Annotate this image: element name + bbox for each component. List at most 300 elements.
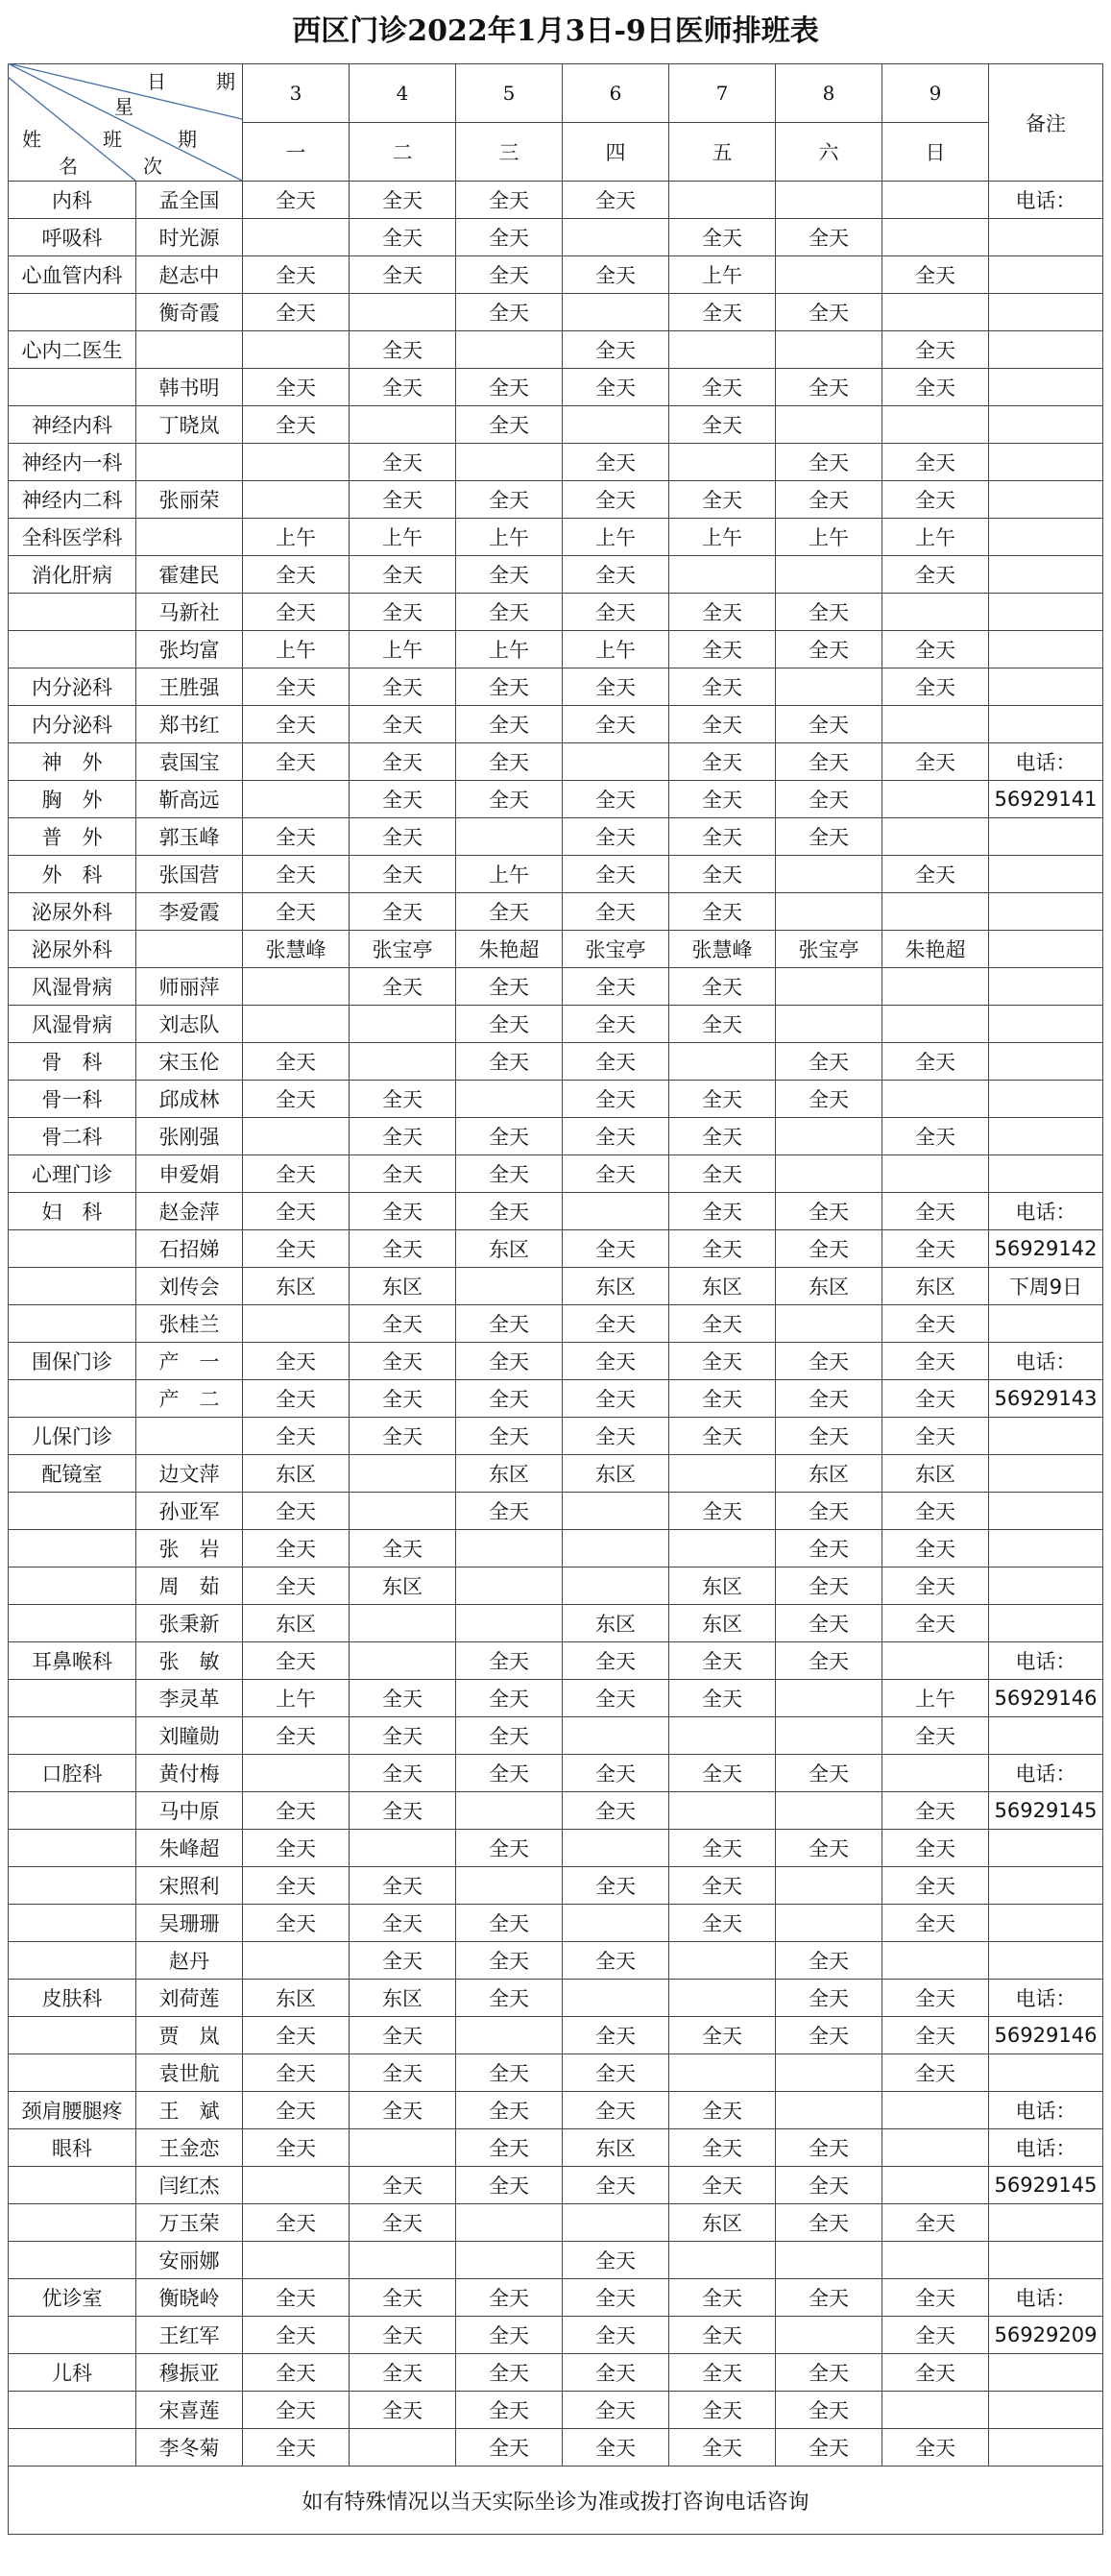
shift-cell: 全天 xyxy=(563,594,669,631)
shift-cell: 全天 xyxy=(776,481,882,519)
shift-cell xyxy=(669,1530,776,1567)
shift-cell xyxy=(776,1006,882,1043)
shift-cell: 全天 xyxy=(563,893,669,931)
department-cell xyxy=(9,1867,136,1905)
shift-cell: 全天 xyxy=(669,968,776,1006)
note-cell xyxy=(989,856,1103,893)
doctor-name-cell: 衡奇霞 xyxy=(136,294,243,331)
table-row xyxy=(9,1605,1103,1642)
corner-label: 期 xyxy=(216,70,235,93)
shift-cell: 全天 xyxy=(350,556,456,594)
shift-cell xyxy=(882,1081,989,1118)
table-row xyxy=(9,1905,1103,1942)
shift-cell: 全天 xyxy=(563,2392,669,2429)
shift-cell: 全天 xyxy=(350,2354,456,2392)
table-row xyxy=(9,706,1103,743)
shift-cell: 全天 xyxy=(456,1642,563,1680)
shift-cell xyxy=(350,294,456,331)
shift-cell xyxy=(456,331,563,369)
shift-cell: 全天 xyxy=(243,1043,350,1081)
department-cell: 颈肩腰腿疼 xyxy=(9,2092,136,2129)
note-cell: 56929146 xyxy=(989,2017,1103,2054)
note-cell: 56929145 xyxy=(989,2167,1103,2204)
doctor-name-cell: 周 茹 xyxy=(136,1567,243,1605)
date-cell: 3 xyxy=(243,64,350,123)
note-cell xyxy=(989,556,1103,594)
shift-cell: 东区 xyxy=(243,1980,350,2017)
doctor-name-cell: 李灵革 xyxy=(136,1680,243,1717)
weekday-cell: 四 xyxy=(563,123,669,182)
shift-cell: 全天 xyxy=(243,556,350,594)
shift-cell: 全天 xyxy=(882,1380,989,1418)
note-cell: 电话： xyxy=(989,1193,1103,1230)
shift-cell: 全天 xyxy=(776,594,882,631)
shift-cell: 全天 xyxy=(350,1380,456,1418)
date-cell: 6 xyxy=(563,64,669,123)
shift-cell: 全天 xyxy=(882,1493,989,1530)
shift-cell: 全天 xyxy=(456,256,563,294)
shift-cell: 全天 xyxy=(882,1717,989,1755)
shift-cell: 全天 xyxy=(669,856,776,893)
table-row xyxy=(9,1230,1103,1268)
shift-cell xyxy=(669,1717,776,1755)
department-cell xyxy=(9,2429,136,2467)
shift-cell: 全天 xyxy=(243,2204,350,2242)
shift-cell: 全天 xyxy=(243,1493,350,1530)
shift-cell: 全天 xyxy=(350,2392,456,2429)
shift-cell xyxy=(882,1642,989,1680)
shift-cell xyxy=(456,2017,563,2054)
table-row xyxy=(9,444,1103,481)
footer-note: 如有特殊情况以当天实际坐诊为准或拨打咨询电话咨询 xyxy=(9,2467,1103,2535)
shift-cell: 上午 xyxy=(456,631,563,668)
shift-cell: 全天 xyxy=(669,369,776,406)
shift-cell: 全天 xyxy=(882,856,989,893)
note-header-cell: 备注 xyxy=(989,64,1103,182)
shift-cell: 上午 xyxy=(776,519,882,556)
schedule-table xyxy=(8,63,1103,2535)
shift-cell: 全天 xyxy=(776,1418,882,1455)
shift-cell: 全天 xyxy=(243,1905,350,1942)
shift-cell: 全天 xyxy=(243,2317,350,2354)
shift-cell: 全天 xyxy=(776,1380,882,1418)
table-row xyxy=(9,1792,1103,1830)
shift-cell: 朱艳超 xyxy=(456,931,563,968)
shift-cell: 上午 xyxy=(882,519,989,556)
doctor-name-cell: 张丽荣 xyxy=(136,481,243,519)
date-cell: 8 xyxy=(776,64,882,123)
shift-cell xyxy=(243,1118,350,1155)
table-row xyxy=(9,668,1103,706)
department-cell xyxy=(9,1530,136,1567)
shift-cell: 全天 xyxy=(456,781,563,818)
weekday-cell: 三 xyxy=(456,123,563,182)
table-row xyxy=(9,1493,1103,1530)
shift-cell: 全天 xyxy=(882,1118,989,1155)
shift-cell: 全天 xyxy=(456,1905,563,1942)
note-cell xyxy=(989,2204,1103,2242)
shift-cell: 朱艳超 xyxy=(882,931,989,968)
shift-cell xyxy=(776,2054,882,2092)
department-cell xyxy=(9,294,136,331)
shift-cell: 全天 xyxy=(456,2429,563,2467)
shift-cell: 全天 xyxy=(563,1792,669,1830)
shift-cell: 全天 xyxy=(456,2279,563,2317)
note-cell xyxy=(989,1905,1103,1942)
department-cell: 神经内科 xyxy=(9,406,136,444)
shift-cell: 全天 xyxy=(776,631,882,668)
shift-cell: 全天 xyxy=(350,256,456,294)
note-cell xyxy=(989,2354,1103,2392)
note-cell xyxy=(989,706,1103,743)
department-cell xyxy=(9,1493,136,1530)
shift-cell: 全天 xyxy=(243,1830,350,1867)
note-cell: 电话： xyxy=(989,2129,1103,2167)
note-cell: 下周9日 xyxy=(989,1268,1103,1305)
shift-cell: 全天 xyxy=(669,2167,776,2204)
shift-cell: 全天 xyxy=(456,1717,563,1755)
shift-cell: 全天 xyxy=(563,481,669,519)
shift-cell: 全天 xyxy=(776,1567,882,1605)
shift-cell: 全天 xyxy=(243,1230,350,1268)
shift-cell: 全天 xyxy=(350,444,456,481)
table-row xyxy=(9,594,1103,631)
shift-cell: 全天 xyxy=(350,594,456,631)
shift-cell: 全天 xyxy=(669,1680,776,1717)
shift-cell xyxy=(243,1305,350,1343)
doctor-name-cell: 刘志队 xyxy=(136,1006,243,1043)
table-row xyxy=(9,1380,1103,1418)
shift-cell: 全天 xyxy=(243,1193,350,1230)
shift-cell: 全天 xyxy=(243,1343,350,1380)
doctor-name-cell: 黄付梅 xyxy=(136,1755,243,1792)
table-row xyxy=(9,2242,1103,2279)
shift-cell: 全天 xyxy=(563,1942,669,1980)
shift-cell: 全天 xyxy=(882,1530,989,1567)
table-row xyxy=(9,331,1103,369)
date-cell: 5 xyxy=(456,64,563,123)
shift-cell: 全天 xyxy=(456,743,563,781)
note-cell: 56929141 xyxy=(989,781,1103,818)
weekday-cell: 日 xyxy=(882,123,989,182)
department-cell: 口腔科 xyxy=(9,1755,136,1792)
table-row xyxy=(9,1305,1103,1343)
shift-cell: 东区 xyxy=(563,1605,669,1642)
shift-cell: 全天 xyxy=(350,2054,456,2092)
note-cell xyxy=(989,294,1103,331)
shift-cell: 全天 xyxy=(350,668,456,706)
shift-cell: 全天 xyxy=(456,1680,563,1717)
shift-cell: 全天 xyxy=(563,182,669,219)
shift-cell: 东区 xyxy=(243,1605,350,1642)
note-cell: 电话： xyxy=(989,743,1103,781)
shift-cell: 全天 xyxy=(563,2429,669,2467)
department-cell: 内分泌科 xyxy=(9,668,136,706)
department-cell: 儿科 xyxy=(9,2354,136,2392)
department-cell: 呼吸科 xyxy=(9,219,136,256)
shift-cell: 全天 xyxy=(456,2054,563,2092)
shift-cell xyxy=(882,182,989,219)
shift-cell: 全天 xyxy=(776,1230,882,1268)
weekday-cell: 六 xyxy=(776,123,882,182)
shift-cell: 全天 xyxy=(669,1305,776,1343)
doctor-name-cell xyxy=(136,444,243,481)
note-cell xyxy=(989,1305,1103,1343)
shift-cell: 全天 xyxy=(669,219,776,256)
department-cell: 内科 xyxy=(9,182,136,219)
department-cell: 外 科 xyxy=(9,856,136,893)
shift-cell: 全天 xyxy=(350,1680,456,1717)
doctor-name-cell xyxy=(136,931,243,968)
department-cell: 风湿骨病 xyxy=(9,968,136,1006)
shift-cell: 全天 xyxy=(350,743,456,781)
shift-cell: 全天 xyxy=(456,968,563,1006)
doctor-name-cell: 郑书红 xyxy=(136,706,243,743)
shift-cell: 全天 xyxy=(563,1043,669,1081)
shift-cell: 全天 xyxy=(243,1717,350,1755)
shift-cell: 全天 xyxy=(669,631,776,668)
shift-cell: 全天 xyxy=(776,219,882,256)
shift-cell: 全天 xyxy=(882,444,989,481)
shift-cell: 东区 xyxy=(669,1268,776,1305)
department-cell: 内分泌科 xyxy=(9,706,136,743)
shift-cell: 全天 xyxy=(243,256,350,294)
shift-cell: 全天 xyxy=(456,893,563,931)
shift-cell: 全天 xyxy=(350,219,456,256)
shift-cell: 全天 xyxy=(350,1867,456,1905)
shift-cell: 全天 xyxy=(882,1830,989,1867)
shift-cell xyxy=(882,893,989,931)
department-cell xyxy=(9,1717,136,1755)
shift-cell: 全天 xyxy=(776,1530,882,1567)
note-cell xyxy=(989,1605,1103,1642)
doctor-name-cell: 孙亚军 xyxy=(136,1493,243,1530)
shift-cell: 全天 xyxy=(563,668,669,706)
note-cell xyxy=(989,2429,1103,2467)
note-cell xyxy=(989,481,1103,519)
department-cell xyxy=(9,1680,136,1717)
note-cell xyxy=(989,1942,1103,1980)
shift-cell xyxy=(243,331,350,369)
shift-cell: 东区 xyxy=(456,1455,563,1493)
note-cell: 电话： xyxy=(989,1343,1103,1380)
shift-cell xyxy=(563,1493,669,1530)
doctor-name-cell: 时光源 xyxy=(136,219,243,256)
shift-cell: 全天 xyxy=(776,2167,882,2204)
shift-cell xyxy=(776,1118,882,1155)
shift-cell xyxy=(776,1155,882,1193)
shift-cell xyxy=(350,2129,456,2167)
shift-cell: 全天 xyxy=(456,668,563,706)
shift-cell: 全天 xyxy=(669,406,776,444)
table-row xyxy=(9,1830,1103,1867)
shift-cell: 上午 xyxy=(350,631,456,668)
shift-cell: 全天 xyxy=(669,706,776,743)
department-cell: 配镜室 xyxy=(9,1455,136,1493)
doctor-name-cell: 产 二 xyxy=(136,1380,243,1418)
shift-cell xyxy=(243,219,350,256)
shift-cell xyxy=(776,331,882,369)
shift-cell: 全天 xyxy=(563,2017,669,2054)
table-row xyxy=(9,2392,1103,2429)
shift-cell xyxy=(456,818,563,856)
shift-cell: 东区 xyxy=(563,2129,669,2167)
shift-cell: 东区 xyxy=(243,1455,350,1493)
table-row xyxy=(9,968,1103,1006)
shift-cell: 全天 xyxy=(776,706,882,743)
shift-cell: 全天 xyxy=(563,256,669,294)
table-row xyxy=(9,1118,1103,1155)
note-cell: 电话： xyxy=(989,1755,1103,1792)
shift-cell xyxy=(882,2392,989,2429)
shift-cell: 上午 xyxy=(456,519,563,556)
shift-cell: 全天 xyxy=(456,556,563,594)
shift-cell: 全天 xyxy=(456,1380,563,1418)
note-cell xyxy=(989,1830,1103,1867)
table-row xyxy=(9,1193,1103,1230)
shift-cell: 全天 xyxy=(882,2429,989,2467)
shift-cell xyxy=(243,781,350,818)
shift-cell: 全天 xyxy=(776,294,882,331)
note-cell xyxy=(989,256,1103,294)
shift-cell: 全天 xyxy=(776,743,882,781)
table-row xyxy=(9,1867,1103,1905)
shift-cell: 全天 xyxy=(563,1006,669,1043)
shift-cell: 上午 xyxy=(563,519,669,556)
shift-cell: 全天 xyxy=(563,556,669,594)
shift-cell xyxy=(882,1755,989,1792)
shift-cell: 全天 xyxy=(350,2204,456,2242)
shift-cell: 全天 xyxy=(776,1493,882,1530)
table-row xyxy=(9,1268,1103,1305)
shift-cell: 全天 xyxy=(350,2167,456,2204)
table-row xyxy=(9,1942,1103,1980)
note-cell xyxy=(989,1455,1103,1493)
shift-cell: 全天 xyxy=(243,2429,350,2467)
shift-cell: 全天 xyxy=(456,1193,563,1230)
shift-cell xyxy=(669,1455,776,1493)
note-cell xyxy=(989,2392,1103,2429)
doctor-name-cell: 赵志中 xyxy=(136,256,243,294)
doctor-name-cell: 张刚强 xyxy=(136,1118,243,1155)
note-cell xyxy=(989,1118,1103,1155)
department-cell: 优诊室 xyxy=(9,2279,136,2317)
shift-cell: 全天 xyxy=(563,1680,669,1717)
doctor-name-cell: 吴珊珊 xyxy=(136,1905,243,1942)
shift-cell xyxy=(776,668,882,706)
shift-cell xyxy=(456,1530,563,1567)
shift-cell xyxy=(350,1642,456,1680)
shift-cell: 全天 xyxy=(243,2092,350,2129)
shift-cell xyxy=(350,1605,456,1642)
doctor-name-cell: 李爱霞 xyxy=(136,893,243,931)
department-cell: 皮肤科 xyxy=(9,1980,136,2017)
shift-cell: 全天 xyxy=(563,1642,669,1680)
shift-cell: 全天 xyxy=(776,1980,882,2017)
shift-cell: 上午 xyxy=(243,631,350,668)
doctor-name-cell: 衡晓岭 xyxy=(136,2279,243,2317)
shift-cell: 全天 xyxy=(776,369,882,406)
department-cell xyxy=(9,631,136,668)
note-cell: 电话： xyxy=(989,2092,1103,2129)
shift-cell xyxy=(243,2167,350,2204)
table-row xyxy=(9,1755,1103,1792)
note-cell xyxy=(989,1418,1103,1455)
shift-cell: 全天 xyxy=(563,706,669,743)
shift-cell: 东区 xyxy=(350,1268,456,1305)
shift-cell xyxy=(456,1867,563,1905)
department-cell: 泌尿外科 xyxy=(9,931,136,968)
shift-cell xyxy=(669,2242,776,2279)
doctor-name-cell: 石招娣 xyxy=(136,1230,243,1268)
shift-cell: 全天 xyxy=(563,331,669,369)
note-cell xyxy=(989,968,1103,1006)
shift-cell: 全天 xyxy=(243,2354,350,2392)
shift-cell: 全天 xyxy=(882,1418,989,1455)
shift-cell: 全天 xyxy=(563,1867,669,1905)
department-cell: 眼科 xyxy=(9,2129,136,2167)
shift-cell xyxy=(669,444,776,481)
shift-cell: 全天 xyxy=(350,331,456,369)
shift-cell xyxy=(776,1792,882,1830)
shift-cell xyxy=(456,1567,563,1605)
shift-cell: 全天 xyxy=(350,1418,456,1455)
department-cell: 心内二医生 xyxy=(9,331,136,369)
shift-cell xyxy=(563,1530,669,1567)
shift-cell: 全天 xyxy=(350,1717,456,1755)
shift-cell xyxy=(882,781,989,818)
shift-cell xyxy=(882,1006,989,1043)
table-row xyxy=(9,631,1103,668)
shift-cell: 全天 xyxy=(669,2279,776,2317)
shift-cell: 全天 xyxy=(456,1343,563,1380)
shift-cell: 全天 xyxy=(669,2317,776,2354)
weekday-cell: 二 xyxy=(350,123,456,182)
department-cell: 儿保门诊 xyxy=(9,1418,136,1455)
shift-cell: 全天 xyxy=(669,1155,776,1193)
shift-cell: 全天 xyxy=(350,1942,456,1980)
shift-cell xyxy=(243,481,350,519)
note-cell xyxy=(989,931,1103,968)
shift-cell xyxy=(456,1605,563,1642)
doctor-name-cell: 宋喜莲 xyxy=(136,2392,243,2429)
doctor-name-cell: 韩书明 xyxy=(136,369,243,406)
table-row xyxy=(9,743,1103,781)
shift-cell xyxy=(669,1942,776,1980)
shift-cell xyxy=(669,1980,776,2017)
shift-cell: 全天 xyxy=(563,1155,669,1193)
shift-cell: 全天 xyxy=(669,1230,776,1268)
shift-cell: 全天 xyxy=(776,2392,882,2429)
shift-cell xyxy=(776,1305,882,1343)
shift-cell: 全天 xyxy=(776,2354,882,2392)
note-cell xyxy=(989,668,1103,706)
date-cell: 7 xyxy=(669,64,776,123)
shift-cell: 东区 xyxy=(563,1268,669,1305)
shift-cell xyxy=(563,1567,669,1605)
table-row xyxy=(9,1567,1103,1605)
shift-cell xyxy=(563,406,669,444)
shift-cell xyxy=(456,2242,563,2279)
shift-cell: 全天 xyxy=(776,1755,882,1792)
department-cell: 心理门诊 xyxy=(9,1155,136,1193)
shift-cell: 全天 xyxy=(243,1380,350,1418)
note-cell xyxy=(989,893,1103,931)
shift-cell xyxy=(350,2429,456,2467)
shift-cell: 东区 xyxy=(669,1567,776,1605)
shift-cell xyxy=(882,1942,989,1980)
shift-cell xyxy=(882,594,989,631)
